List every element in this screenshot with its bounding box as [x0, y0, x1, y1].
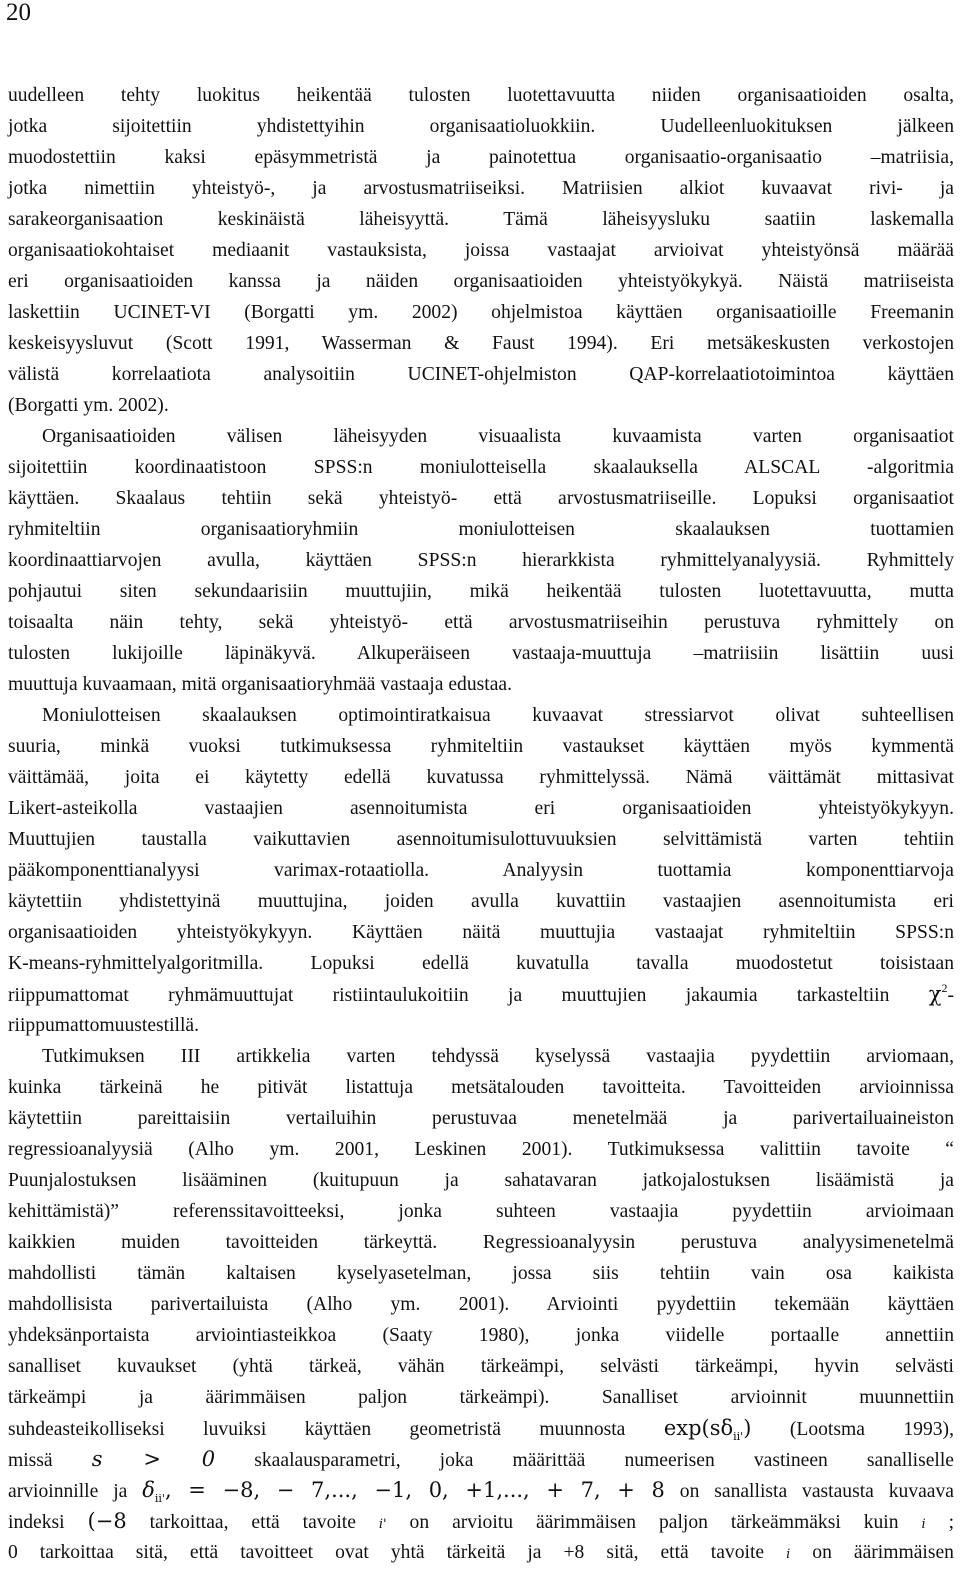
text-line: yhdeksänportaista arviointiasteikkoa (Saaty 1980), jonka viidelle portaalle annettiin — [8, 1325, 954, 1346]
text-line: sanalliset kuvaukset (yhtä tärkeä, vähän tärkeämpi, selvästi tärkeämpi, hyvin selvästi — [8, 1356, 954, 1377]
text-line: pääkomponenttianalyysi varimax-rotaatiolla. Analyysin tuottamia komponenttiarvoja — [8, 860, 954, 881]
body-text — [8, 80, 954, 1568]
text-line — [8, 979, 954, 1010]
text-segment: ; — [925, 1512, 955, 1533]
text-segment: suhdeasteikolliseksi luvuiksi käyttäen geometristä muunnosta — [8, 1419, 664, 1440]
math-variable: i — [786, 1547, 791, 1562]
math-exp: exp(sδ — [663, 1416, 734, 1440]
text-segment: on sanallista vastausta kuvaava — [664, 1481, 954, 1502]
text-segment: missä — [8, 1450, 92, 1471]
text-line — [8, 1444, 954, 1475]
text-line: K-means-ryhmittelyalgoritmilla. Lopuksi edellä kuvatulla tavalla muodostetut toisistaan — [8, 953, 954, 974]
subscript: ii' — [733, 1430, 744, 1443]
text-segment: - — [947, 985, 954, 1006]
text-line: muodostettiin kaksi epäsymmetristä ja painotettua organisaatio-organisaatio –matriisia, — [8, 147, 954, 168]
math-inequality: s > 0 — [91, 1447, 216, 1471]
text-segment: skaalausparametri, joka määrittää numeerisen vastineen sanalliselle — [215, 1450, 954, 1471]
text-line: eri organisaatioiden kanssa ja näiden organisaatioiden yhteistyökykyä. Näistä matriiseista — [8, 271, 954, 292]
text-line: käytettiin pareittaisiin vertailuihin perustuvaa menetelmää ja parivertailuaineiston — [8, 1108, 954, 1129]
text-line: tulosten lukijoille läpinäkyvä. Alkuperäiseen vastaaja-muuttuja –matriisiin lisättiin uusi — [8, 643, 954, 664]
text-line: jotka nimettiin yhteistyö-, ja arvostusmatriiseiksi. Matriisien alkiot kuvaavat rivi- ja — [8, 178, 954, 199]
text-line: Muuttujien taustalla vaikuttavien asennoitumisulottuvuuksien selvittämistä varten tehtiin — [8, 829, 954, 850]
text-line — [8, 1413, 954, 1444]
text-line — [8, 1506, 954, 1537]
chi-symbol: χ — [928, 982, 942, 1006]
text-line: sarakeorganisaation keskinäistä läheisyyttä. Tämä läheisyysluku saatiin laskemalla — [8, 209, 954, 230]
superscript: 2 — [941, 981, 948, 995]
math-paren: ) — [743, 1416, 752, 1440]
text-line: välistä korrelaatiota analysoitiin UCINET-ohjelmiston QAP-korrelaatiotoimintoa käyttäen — [8, 364, 954, 385]
text-segment: riippumattomat ryhmämuuttujat ristiintaulukoitiin ja muuttujien jakaumia tarkasteltiin — [8, 985, 929, 1006]
text-segment: 0 tarkoittaa sitä, että tavoitteet ovat yhtä tärkeitä ja +8 sitä, että tavoite — [8, 1542, 787, 1563]
text-line: Tutkimuksen III artikkelia varten tehdyssä kyselyssä vastaajia pyydettiin arviomaan, — [42, 1046, 954, 1067]
delta-symbol: δ — [142, 1478, 155, 1502]
text-line: Organisaatioiden välisen läheisyyden visuaalista kuvaamista varten organisaatiot — [42, 426, 954, 447]
text-line: sijoitettiin koordinaatistoon SPSS:n moniulotteisella skaalauksella ALSCAL -algoritmia — [8, 457, 954, 478]
text-line: Puunjalostuksen lisääminen (kuitupuun ja sahatavaran jatkojalostuksen lisäämistä ja — [8, 1170, 954, 1191]
math-sequence: , = −8, − 7,..., −1, 0, +1,..., + 7, + 8 — [164, 1478, 665, 1502]
text-line: regressioanalyysiä (Alho ym. 2001, Leskinen 2001). Tutkimuksessa valittiin tavoite “ — [8, 1139, 954, 1160]
text-line: kehittämistä)” referenssitavoitteeksi, jonka suhteen vastaajia pyydettiin arvioimaan — [8, 1201, 954, 1222]
text-line: väittämää, joita ei käytetty edellä kuvatussa ryhmittelyssä. Nämä väittämät mittasivat — [8, 767, 954, 788]
text-line: laskettiin UCINET-VI (Borgatti ym. 2002) ohjelmistoa käyttäen organisaatioille Freemanin — [8, 302, 954, 323]
text-line: uudelleen tehty luokitus heikentää tulosten luotettavuutta niiden organisaatioiden osalta, — [8, 85, 954, 106]
text-line: käytettiin yhdistettyinä muuttujina, joiden avulla kuvattiin vastaajien asennoitumista eri — [8, 891, 954, 912]
text-line: kuinka tärkeinä he pitivät listattuja metsätalouden tavoitteita. Tavoitteiden arvioinnissa — [8, 1077, 954, 1098]
text-line: mahdollisti tämän kaltaisen kyselyasetelman, jossa siis tehtiin vain osa kaikista — [8, 1263, 954, 1284]
text-line: tärkeämpi ja äärimmäisen paljon tärkeämpi). Sanalliset arvioinnit muunnettiin — [8, 1387, 954, 1408]
text-line: mahdollisista parivertailuista (Alho ym. 2001). Arviointi pyydettiin tekemään käyttäen — [8, 1294, 954, 1315]
text-segment: arvioinnille ja — [8, 1481, 143, 1502]
text-segment: tarkoittaa, että tavoite — [126, 1512, 379, 1533]
text-segment: on äärimmäisen — [790, 1542, 954, 1563]
text-line: jotka sijoitettiin yhdistettyihin organisaatioluokkiin. Uudelleenluokituksen jälkeen — [8, 116, 954, 137]
text-line: ryhmiteltiin organisaatioryhmiin moniulotteisen skaalauksen tuottamien — [8, 519, 954, 540]
text-line: Moniulotteisen skaalauksen optimointiratkaisua kuvaavat stressiarvot olivat suhteellisen — [42, 705, 954, 726]
math-expression — [663, 1416, 752, 1443]
text-line: organisaatiokohtaiset mediaanit vastauksista, joissa vastaajat arvioivat yhteistyönsä määrää — [8, 240, 954, 261]
math-expression — [142, 1478, 665, 1505]
text-line: käyttäen. Skaalaus tehtiin sekä yhteistyö- että arvostusmatriiseille. Lopuksi organisaatiot — [8, 488, 954, 509]
math-expression: (−8 — [87, 1509, 127, 1533]
math-variable: i — [921, 1517, 926, 1532]
text-line: muuttuja kuvaamaan, mitä organisaatioryhmää vastaaja edustaa. — [8, 674, 512, 695]
text-line: (Borgatti ym. 2002). — [8, 395, 169, 416]
text-line: pohjautui siten sekundaarisiin muuttujiin, mikä heikentää tulosten luotettavuutta, mutta — [8, 581, 954, 602]
text-line: kaikkien muiden tavoitteiden tärkeyttä. Regressioanalyysin perustuva analyysimenetelmä — [8, 1232, 954, 1253]
page-number: 20 — [6, 0, 31, 26]
text-line — [8, 1475, 954, 1506]
math-variable: i' — [378, 1517, 387, 1532]
text-line: organisaatioiden yhteistyökykyyn. Käyttäen näitä muuttujia vastaajat ryhmiteltiin SPSS:n — [8, 922, 954, 943]
text-line: riippumattomuustestillä. — [8, 1015, 200, 1036]
subscript: ii' — [154, 1492, 165, 1505]
text-segment: indeksi — [8, 1512, 88, 1533]
text-line — [8, 1537, 954, 1568]
text-line: suuria, minkä vuoksi tutkimuksessa ryhmiteltiin vastaukset käyttäen myös kymmentä — [8, 736, 954, 757]
text-line: toisaalta näin tehty, sekä yhteistyö- että arvostusmatriiseihin perustuva ryhmittely on — [8, 612, 954, 633]
text-segment: on arvioitu äärimmäisen paljon tärkeämmäksi kuin — [386, 1512, 922, 1533]
text-line: Likert-asteikolla vastaajien asennoitumista eri organisaatioiden yhteistyökykyyn. — [8, 798, 954, 819]
text-segment: (Lootsma 1993), — [751, 1419, 954, 1440]
text-line: koordinaattiarvojen avulla, käyttäen SPSS:n hierarkkista ryhmittelyanalyysiä. Ryhmittely — [8, 550, 954, 571]
text-line: keskeisyysluvut (Scott 1991, Wasserman & Faust 1994). Eri metsäkeskusten verkostojen — [8, 333, 954, 354]
math-expression — [92, 1447, 215, 1471]
